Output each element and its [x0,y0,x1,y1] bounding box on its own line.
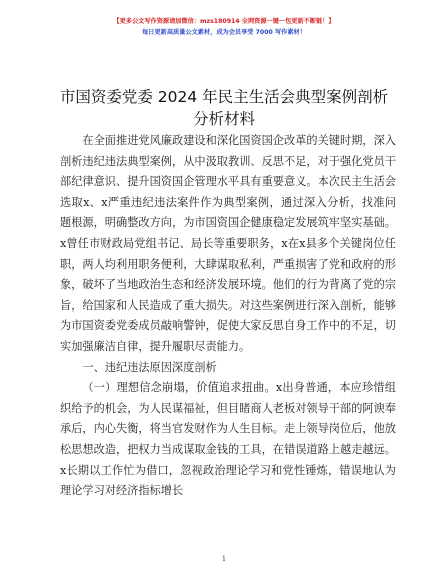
document-title-line-1: 市国资委党委 2024 年民主生活会典型案例剖析 [59,88,389,106]
promo-header-red: 【更多公文写作资源请加微信：mzs180914 全网资源一键一包更新不断链！】 [113,18,335,25]
section-heading: 一、违纪违法原因深度剖析 [82,360,217,374]
intro-paragraph: 在全面推进党风廉政建设和深化国资国企改革的关键时期，深入剖析违纪违法典型案例，从中汲取教训、反思不足，对于强化党员干部纪律意识、提升国资国企管理水平具有重要意义。本次民主生活会选取x、x严重违纪违法案件作为典型案例，通过深入分析，找准问题根源，明确整改方向，为市国资国企健康稳定发展筑牢坚实基础。x曾任市财政局党组书记、局长等重要职务，x在x县多个关键岗位任职，两人均利用职务便利，大肆谋取私利，严重损害了党和政府的形象，破坏了当地政治生态和经济发展环境。他们的行为背离了党的宗旨，给国家和人民造成了重大损失。对这些案例进行深入剖析，能够为市国资委党委成员敲响警钟，促使大家反思自身工作中的不足，切实加强廉洁自律，提升履职尽责能力。 [60,134,396,353]
promo-header-blue: 每日更新高质量公文素材，成为会员享受 7000 写作素材！ [142,29,306,36]
document-title-line-2: 分析材料 [192,110,255,128]
document-body [60,131,396,502]
document-title [40,86,408,130]
page-number: 1 [221,555,227,563]
subsection-paragraph: （一）理想信念崩塌，价值追求扭曲。x出身普通，本应珍惜组织给予的机会，为人民谋福祉，但目睹商人老板对领导干部的阿谀奉承后，内心失衡，将当官发财作为人生目标。走上领导岗位后，他放松思想改造，把权力当成谋取金钱的工具，在错误道路上越走越远。x长期以工作忙为借口，忽视政治理论学习和党性锤炼，错误地认为理论学习对经济指标增长 [60,381,396,498]
